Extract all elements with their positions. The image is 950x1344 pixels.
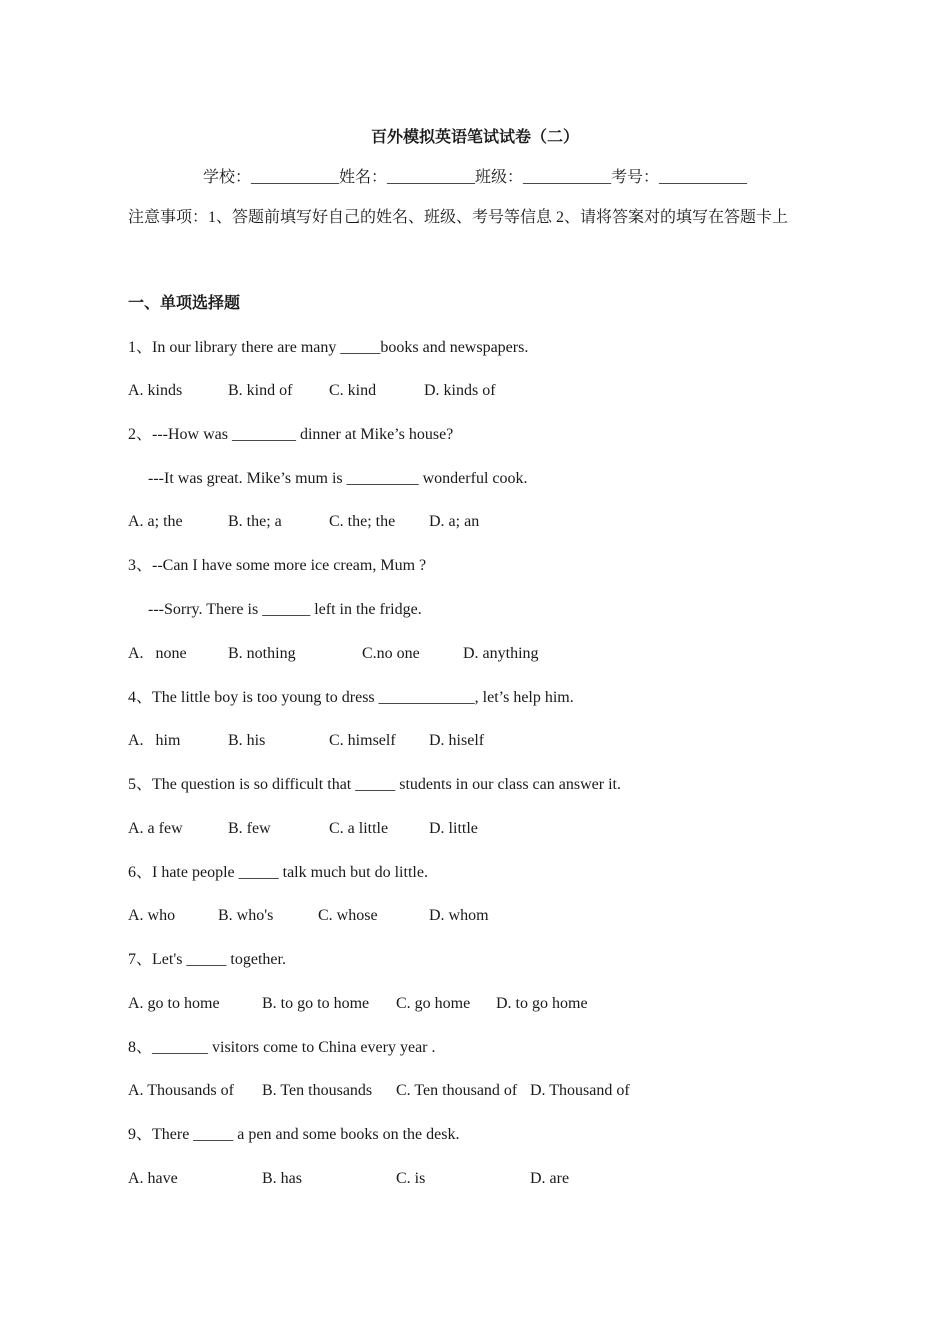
option-a: A. him [128, 732, 181, 749]
option-c: C. the; the [329, 513, 396, 530]
question-5-options [128, 819, 828, 839]
option-d: D. kinds of [424, 382, 496, 399]
option-d: D. little [429, 820, 478, 837]
option-b: B. to go to home [262, 995, 370, 1012]
question-4-stem: 4、The little boy is too young to dress ____________, let’s help him. [128, 689, 574, 706]
option-c: C. Ten thousand of [396, 1082, 518, 1099]
question-7-stem: 7、Let's _____ together. [128, 951, 286, 968]
question-9-options [128, 1169, 828, 1189]
option-a: A. Thousands of [128, 1082, 234, 1099]
question-3-stem: 3、--Can I have some more ice cream, Mum ? [128, 557, 427, 574]
option-c: C.no one [362, 645, 420, 662]
question-8-options [128, 1081, 828, 1101]
option-a: A. go to home [128, 995, 220, 1012]
option-c: C. a little [329, 820, 389, 837]
student-info-line: 学校：___________姓名：___________班级：___________考号：___________ [202, 169, 747, 186]
question-2-options [128, 512, 828, 532]
option-a: A. none [128, 645, 187, 662]
option-d: D. Thousand of [530, 1082, 630, 1099]
option-c: C. kind [329, 382, 377, 399]
question-6-stem: 6、I hate people _____ talk much but do little. [128, 864, 428, 881]
option-b: B. Ten thousands [262, 1082, 373, 1099]
option-b: B. his [228, 732, 266, 749]
question-4-options [128, 731, 828, 751]
question-1-stem: 1、In our library there are many _____books and newspapers. [128, 339, 529, 356]
option-d: D. whom [429, 907, 489, 924]
question-1-options [128, 381, 828, 401]
option-b: B. kind of [228, 382, 293, 399]
section-title: 一、单项选择题 [128, 295, 241, 312]
question-5-stem: 5、The question is so difficult that _____ students in our class can answer it. [128, 776, 621, 793]
exam-title: 百外模拟英语笔试试卷（二） [370, 129, 579, 146]
question-7-options [128, 994, 828, 1014]
option-c: C. is [396, 1170, 426, 1187]
option-c: C. go home [396, 995, 471, 1012]
option-a: A. a few [128, 820, 183, 837]
option-d: D. a; an [429, 513, 480, 530]
option-b: B. few [228, 820, 271, 837]
option-a: A. kinds [128, 382, 183, 399]
question-3-stem-reply: ---Sorry. There is ______ left in the fridge. [148, 601, 422, 618]
question-6-options [128, 906, 828, 926]
option-c: C. whose [318, 907, 378, 924]
option-c: C. himself [329, 732, 396, 749]
option-d: D. are [530, 1170, 570, 1187]
option-a: A. have [128, 1170, 178, 1187]
option-b: B. the; a [228, 513, 282, 530]
option-b: B. who's [218, 907, 274, 924]
option-d: D. hiself [429, 732, 485, 749]
question-2-stem-reply: ---It was great. Mike’s mum is _________ wonderful cook. [148, 470, 528, 487]
question-3-options [128, 644, 828, 664]
option-b: B. nothing [228, 645, 296, 662]
option-a: A. a; the [128, 513, 183, 530]
option-a: A. who [128, 907, 176, 924]
option-b: B. has [262, 1170, 302, 1187]
option-d: D. to go home [496, 995, 588, 1012]
question-9-stem: 9、There _____ a pen and some books on the desk. [128, 1126, 460, 1143]
question-8-stem: 8、_______ visitors come to China every year . [128, 1039, 436, 1056]
option-d: D. anything [463, 645, 539, 662]
notice-line: 注意事项：1、答题前填写好自己的姓名、班级、考号等信息 2、请将答案对的填写在答题卡上 [128, 209, 789, 226]
question-2-stem: 2、---How was ________ dinner at Mike’s house? [128, 426, 454, 443]
